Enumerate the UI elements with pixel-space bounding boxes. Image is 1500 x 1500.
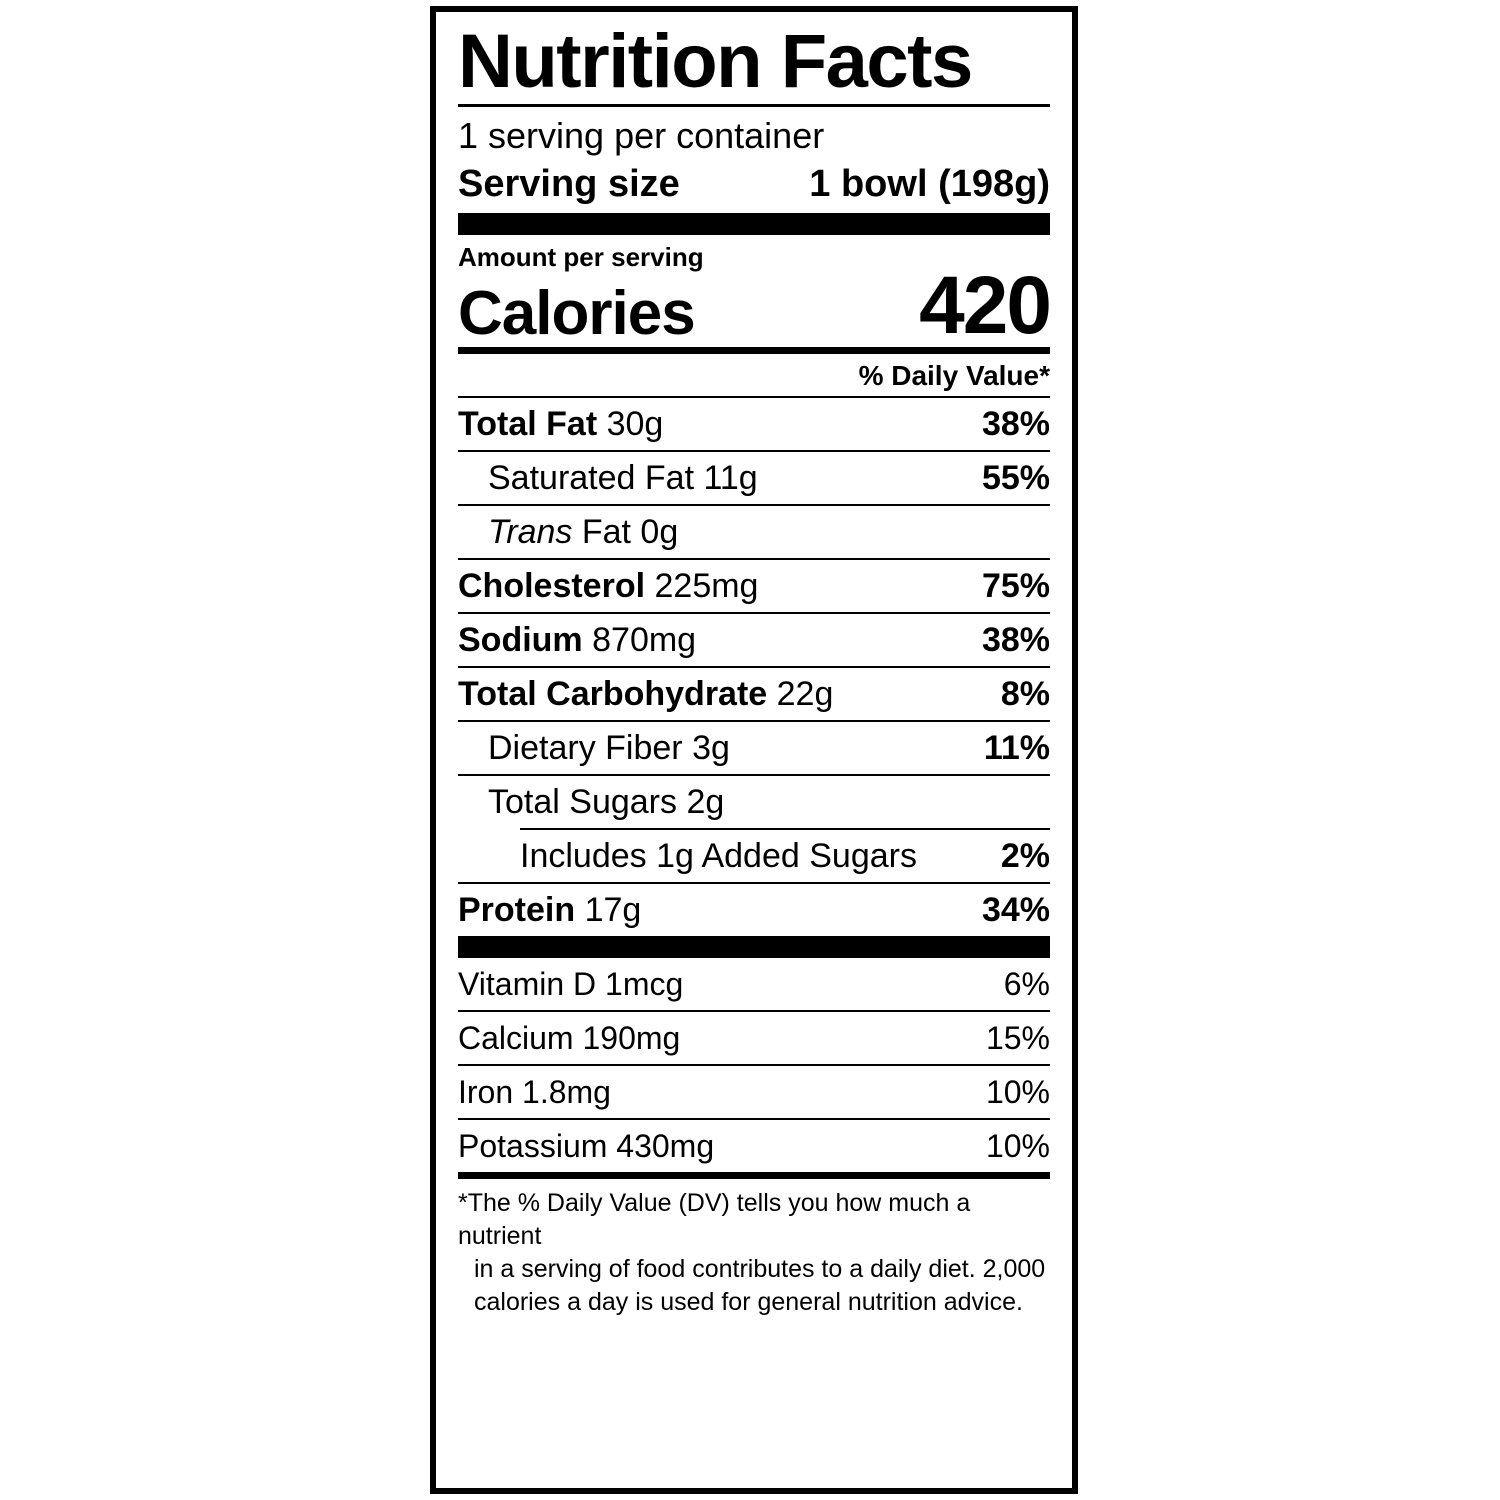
nutrient-name: Includes 1g Added Sugars [520, 837, 917, 875]
nutrient-row-saturated-fat [458, 452, 1050, 504]
nutrient-amount: 225mg [654, 567, 759, 605]
vitamin-row-iron [458, 1066, 1050, 1118]
nutrient-row-total-sugars [458, 776, 1050, 828]
nutrient-name: Saturated Fat [488, 459, 695, 497]
calories-label: Calories [458, 279, 695, 348]
nutrient-amount: 11g [703, 459, 758, 497]
daily-value-header: % Daily Value* [858, 360, 1050, 391]
nutrient-row-total-carbohydrate [458, 668, 1050, 720]
nutrient-name: Cholesterol [458, 567, 646, 605]
nutrient-row-sodium [458, 614, 1050, 666]
vitamin-name: Iron 1.8mg [458, 1074, 611, 1110]
footnote-line-2: in a serving of food contributes to a daily diet. 2,000 [474, 1255, 1046, 1283]
nutrient-name: Total Carbohydrate [458, 675, 768, 713]
nutrient-row-total-fat [458, 398, 1050, 450]
nutrient-amount: 30g [606, 405, 664, 443]
nutrient-row-trans-fat [458, 506, 1050, 558]
divider-thick-vitamins [458, 936, 1050, 958]
nutrition-facts-panel [430, 6, 1078, 1494]
nutrient-name: Total Sugars [488, 783, 677, 821]
servings-per-container: 1 serving per container [458, 115, 825, 156]
nutrient-dv: 8% [1000, 675, 1050, 713]
nutrient-name: Total Fat [458, 405, 598, 443]
amount-per-serving-label: Amount per serving [458, 242, 704, 272]
divider-footnote [458, 1172, 1050, 1179]
serving-size-label: Serving size [458, 163, 680, 205]
vitamin-dv: 15% [985, 1020, 1050, 1056]
vitamin-row-vitamin-d [458, 958, 1050, 1010]
vitamin-name: Calcium 190mg [458, 1020, 681, 1056]
nutrient-amount: 2g [686, 783, 725, 821]
nutrient-name: Sodium [458, 621, 583, 659]
vitamin-dv: 10% [985, 1128, 1050, 1164]
nutrient-row-added-sugars [458, 830, 1050, 882]
nutrient-name-suffix: Fat [581, 513, 631, 551]
vitamin-name: Vitamin D 1mcg [458, 966, 684, 1002]
nutrient-row-cholesterol [458, 560, 1050, 612]
vitamin-row-potassium [458, 1120, 1050, 1172]
serving-size-value: 1 bowl (198g) [809, 163, 1050, 205]
nutrient-name: Protein [458, 891, 576, 929]
nutrient-dv: 75% [981, 567, 1050, 605]
vitamin-dv: 6% [1003, 966, 1050, 1002]
nutrient-amount: 3g [692, 729, 730, 767]
footnote-line-3: calories a day is used for general nutrition advice. [474, 1288, 1023, 1316]
nutrient-name: Dietary Fiber [488, 729, 683, 767]
footnote-line-1: *The % Daily Value (DV) tells you how much a nutrient [458, 1189, 971, 1250]
calories-row [458, 260, 1050, 351]
nutrient-dv: 34% [981, 891, 1050, 929]
divider-thick-top [458, 213, 1050, 235]
nutrient-amount: 17g [584, 891, 642, 929]
nutrient-amount: 22g [776, 675, 834, 713]
panel-title: Nutrition Facts [458, 19, 972, 104]
footnote [458, 1179, 1050, 1319]
nutrient-dv: 55% [981, 459, 1050, 497]
nutrient-amount: 0g [640, 513, 679, 551]
nutrient-dv: 11% [983, 729, 1050, 767]
nutrient-dv: 2% [1000, 837, 1050, 875]
nutrient-name: Trans [488, 513, 573, 551]
vitamin-name: Potassium 430mg [458, 1128, 715, 1164]
serving-size-row [458, 159, 1050, 213]
nutrient-dv: 38% [981, 405, 1050, 443]
nutrient-amount: 870mg [592, 621, 697, 659]
vitamin-row-calcium [458, 1012, 1050, 1064]
nutrient-dv: 38% [981, 621, 1050, 659]
nutrient-row-protein [458, 884, 1050, 936]
nutrient-row-dietary-fiber [458, 722, 1050, 774]
vitamin-dv: 10% [985, 1074, 1050, 1110]
calories-value: 420 [919, 260, 1050, 351]
